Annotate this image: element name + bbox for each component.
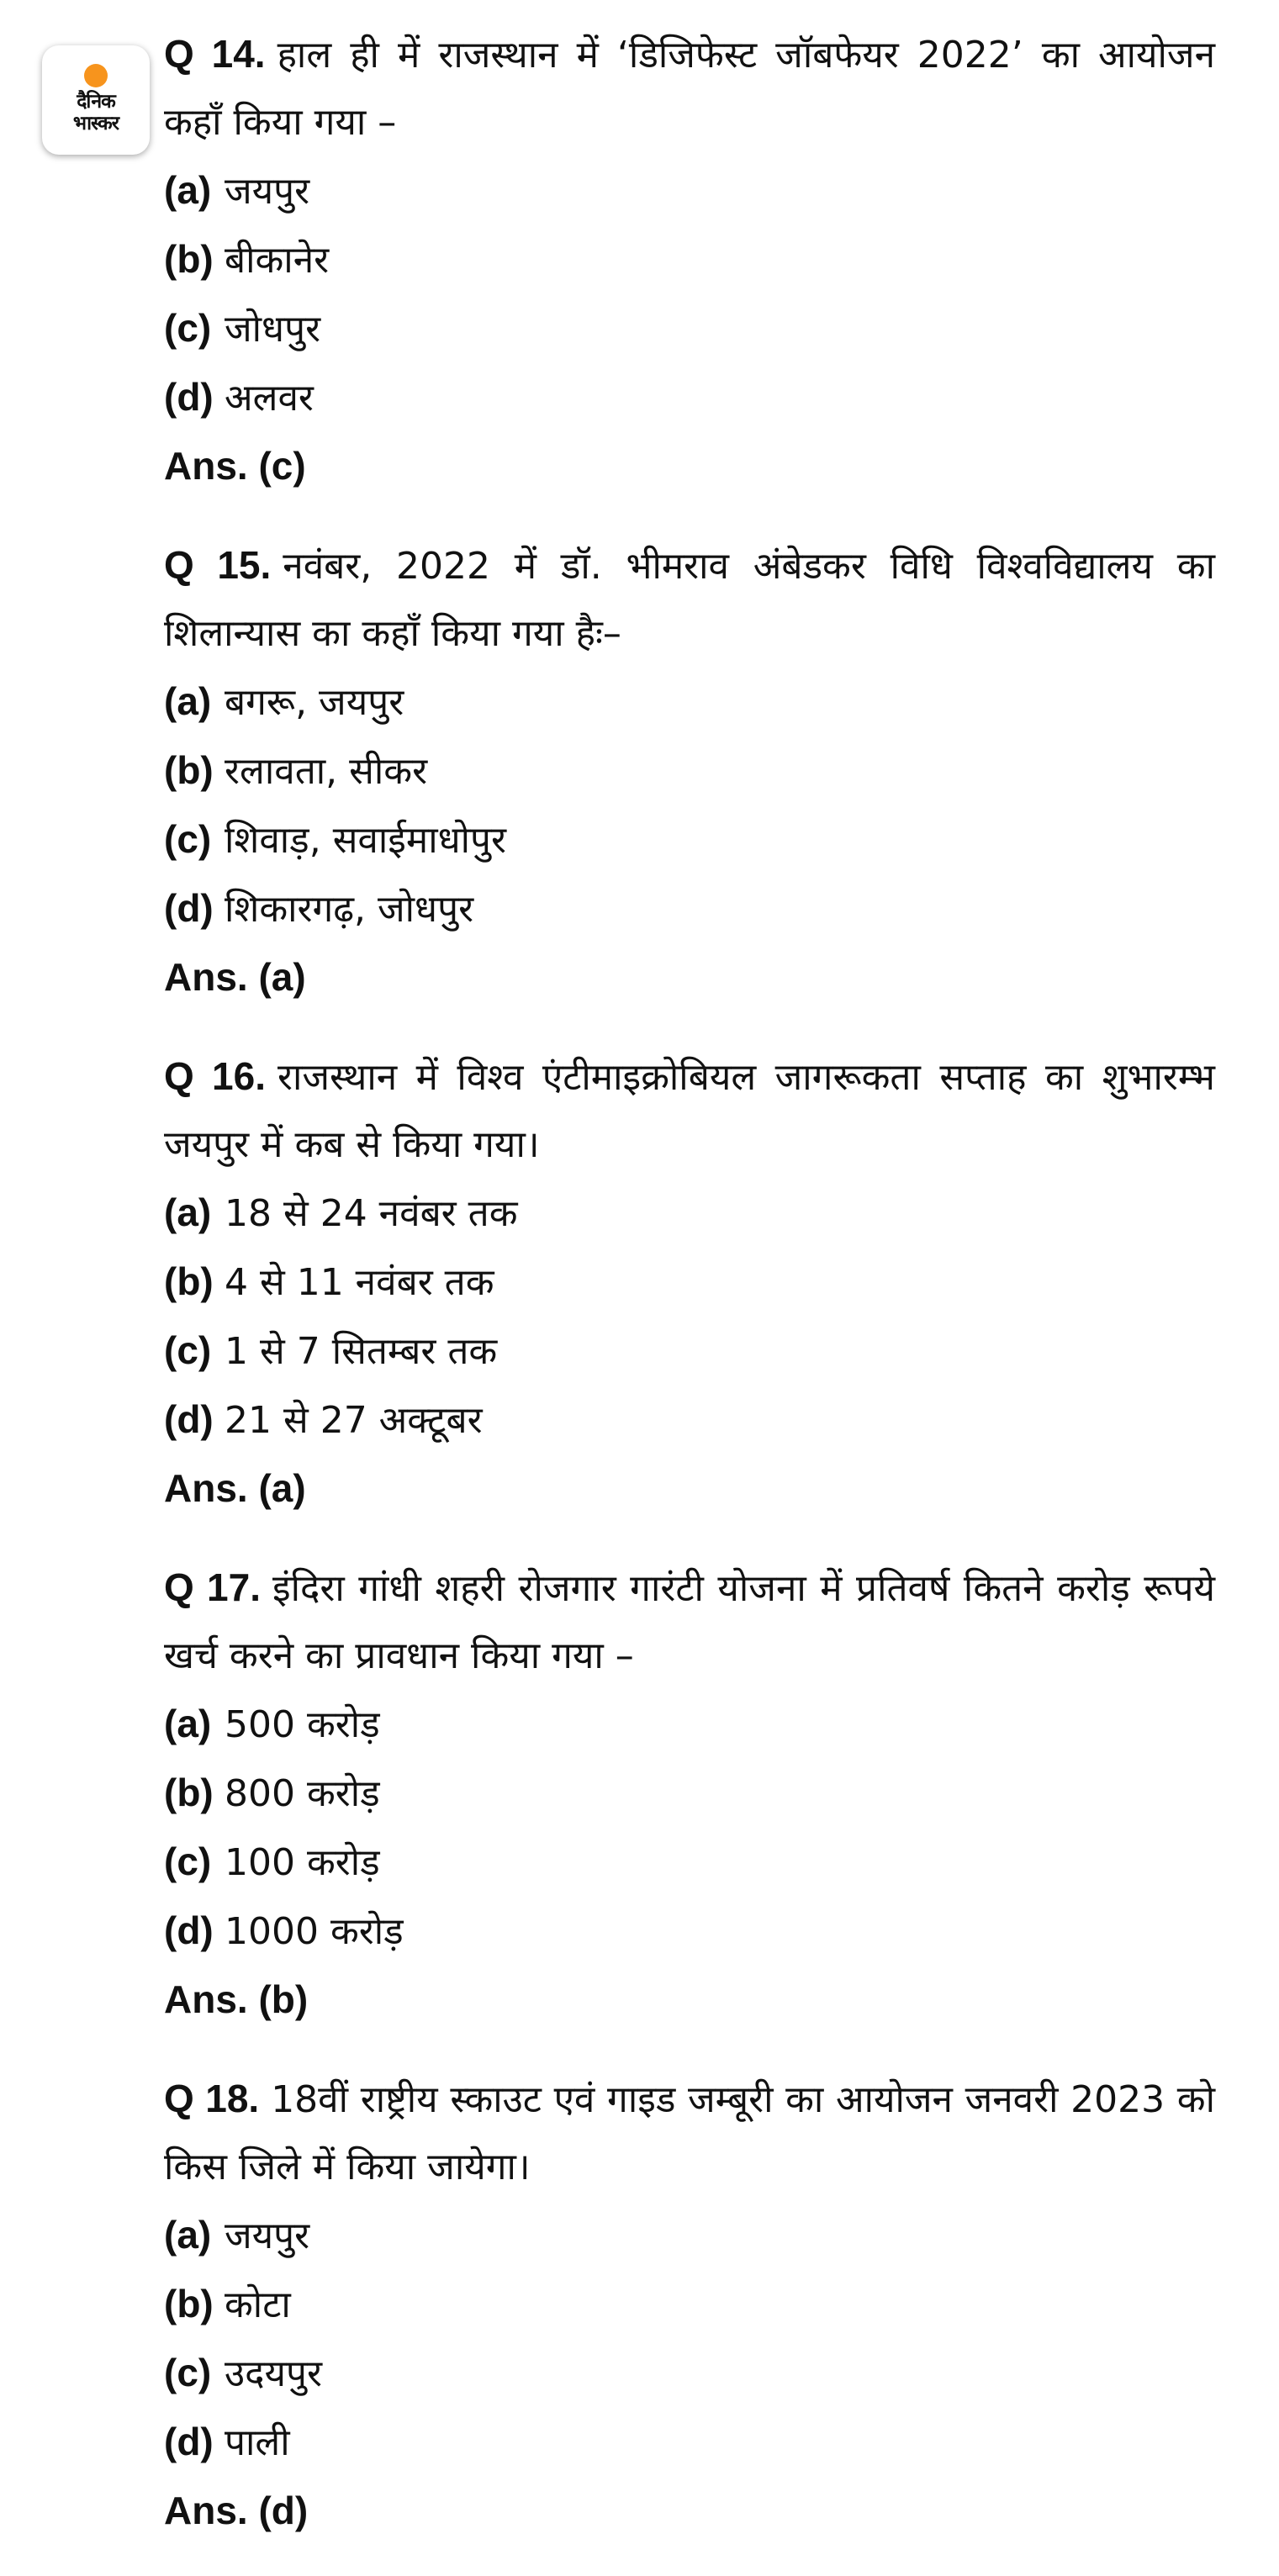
option-label: (c): [164, 1840, 212, 1883]
option-text: जयपुर: [225, 2214, 310, 2257]
option-label: (c): [164, 306, 212, 350]
option-label: (d): [164, 1397, 214, 1441]
logo-text-line1: दैनिक: [77, 91, 115, 113]
option-label: (b): [164, 2282, 214, 2325]
option-a: [164, 1179, 1215, 1248]
option-b: [164, 225, 1215, 294]
option-label: (a): [164, 2213, 212, 2257]
option-text: पाली: [225, 2421, 290, 2464]
option-text: 500 करोड़: [225, 1703, 380, 1746]
option-text: शिकारगढ़, जोधपुर: [225, 888, 474, 931]
option-b: [164, 1248, 1215, 1317]
question-body: राजस्थान में विश्व एंटीमाइक्रोबियल जागरूकता सप्ताह का शुभारम्भ जयपुर में कब से किया गया।: [164, 1056, 1215, 1166]
answer: Ans. (a): [164, 955, 306, 999]
answer: Ans. (a): [164, 1466, 306, 1510]
option-label: (c): [164, 2351, 212, 2394]
option-c: [164, 2339, 1215, 2408]
question-body: हाल ही में राजस्थान में ‘डिजिफेस्ट जॉबफेयर 2022’ का आयोजन कहाँ किया गया –: [164, 34, 1215, 144]
option-text: जोधपुर: [225, 308, 321, 351]
option-label: (d): [164, 886, 214, 930]
option-a: [164, 1690, 1215, 1759]
option-label: (a): [164, 679, 212, 723]
question-number: Q 18.: [164, 2077, 260, 2120]
option-d: [164, 1897, 1215, 1966]
question-body: नवंबर, 2022 में डॉ. भीमराव अंबेडकर विधि विश्वविद्यालय का शिलान्यास का कहाँ किया गया हैः–: [164, 545, 1215, 655]
option-label: (a): [164, 1702, 212, 1745]
question-text: [164, 1554, 1215, 1690]
option-label: (d): [164, 375, 214, 419]
quiz-content: [164, 20, 1215, 2576]
question-number: Q 14.: [164, 32, 266, 76]
logo-sun-icon: [84, 64, 108, 87]
question-number: Q 16.: [164, 1054, 266, 1098]
option-text: 1000 करोड़: [225, 1910, 404, 1953]
option-label: (b): [164, 237, 214, 281]
option-d: [164, 874, 1215, 943]
option-label: (c): [164, 817, 212, 861]
answer: Ans. (d): [164, 2489, 309, 2532]
option-text: 1 से 7 सितम्बर तक: [225, 1330, 498, 1373]
option-b: [164, 736, 1215, 805]
option-text: अलवर: [225, 377, 314, 420]
dainik-bhaskar-logo: [42, 45, 150, 155]
option-label: (d): [164, 2420, 214, 2463]
option-text: बीकानेर: [225, 239, 330, 282]
option-text: 18 से 24 नवंबर तक: [225, 1192, 518, 1235]
option-d: [164, 363, 1215, 432]
option-a: [164, 156, 1215, 225]
question-text: [164, 1043, 1215, 1179]
option-a: [164, 668, 1215, 736]
question-15: [164, 531, 1215, 1011]
option-text: बगरू, जयपुर: [225, 681, 404, 724]
option-text: शिवाड़, सवाईमाधोपुर: [225, 819, 507, 862]
answer: Ans. (c): [164, 444, 306, 488]
question-number: Q 15.: [164, 543, 272, 587]
option-c: [164, 805, 1215, 874]
question-14: [164, 20, 1215, 499]
option-b: [164, 2270, 1215, 2339]
option-text: 800 करोड़: [225, 1772, 380, 1815]
option-label: (c): [164, 1328, 212, 1372]
option-d: [164, 2408, 1215, 2477]
question-text: [164, 2065, 1215, 2201]
option-text: रलावता, सीकर: [225, 750, 428, 793]
question-16: [164, 1043, 1215, 1522]
question-body: 18वीं राष्ट्रीय स्काउट एवं गाइड जम्बूरी का आयोजन जनवरी 2023 को किस जिले में किया जायेगा।: [164, 2078, 1215, 2188]
option-label: (a): [164, 168, 212, 212]
option-text: 100 करोड़: [225, 1841, 380, 1884]
option-label: (d): [164, 1908, 214, 1952]
option-text: कोटा: [225, 2283, 291, 2326]
option-text: जयपुर: [225, 170, 310, 213]
option-label: (b): [164, 748, 214, 792]
option-text: 4 से 11 नवंबर तक: [225, 1261, 494, 1304]
option-label: (b): [164, 1771, 214, 1814]
logo-text-line2: भास्कर: [72, 113, 119, 135]
question-text: [164, 20, 1215, 156]
option-label: (a): [164, 1190, 212, 1234]
option-b: [164, 1759, 1215, 1828]
question-text: [164, 531, 1215, 668]
option-c: [164, 1317, 1215, 1386]
question-body: इंदिरा गांधी शहरी रोजगार गारंटी योजना में प्रतिवर्ष कितने करोड़ रूपये खर्च करने का प्रावधान किया गया –: [164, 1567, 1215, 1677]
option-d: [164, 1386, 1215, 1454]
answer: Ans. (b): [164, 1977, 309, 2021]
option-a: [164, 2201, 1215, 2270]
option-label: (b): [164, 1259, 214, 1303]
question-18: [164, 2065, 1215, 2544]
question-17: [164, 1554, 1215, 2033]
option-text: उदयपुर: [225, 2352, 322, 2395]
question-number: Q 17.: [164, 1565, 261, 1609]
option-c: [164, 1828, 1215, 1897]
option-c: [164, 294, 1215, 363]
option-text: 21 से 27 अक्टूबर: [225, 1399, 483, 1442]
